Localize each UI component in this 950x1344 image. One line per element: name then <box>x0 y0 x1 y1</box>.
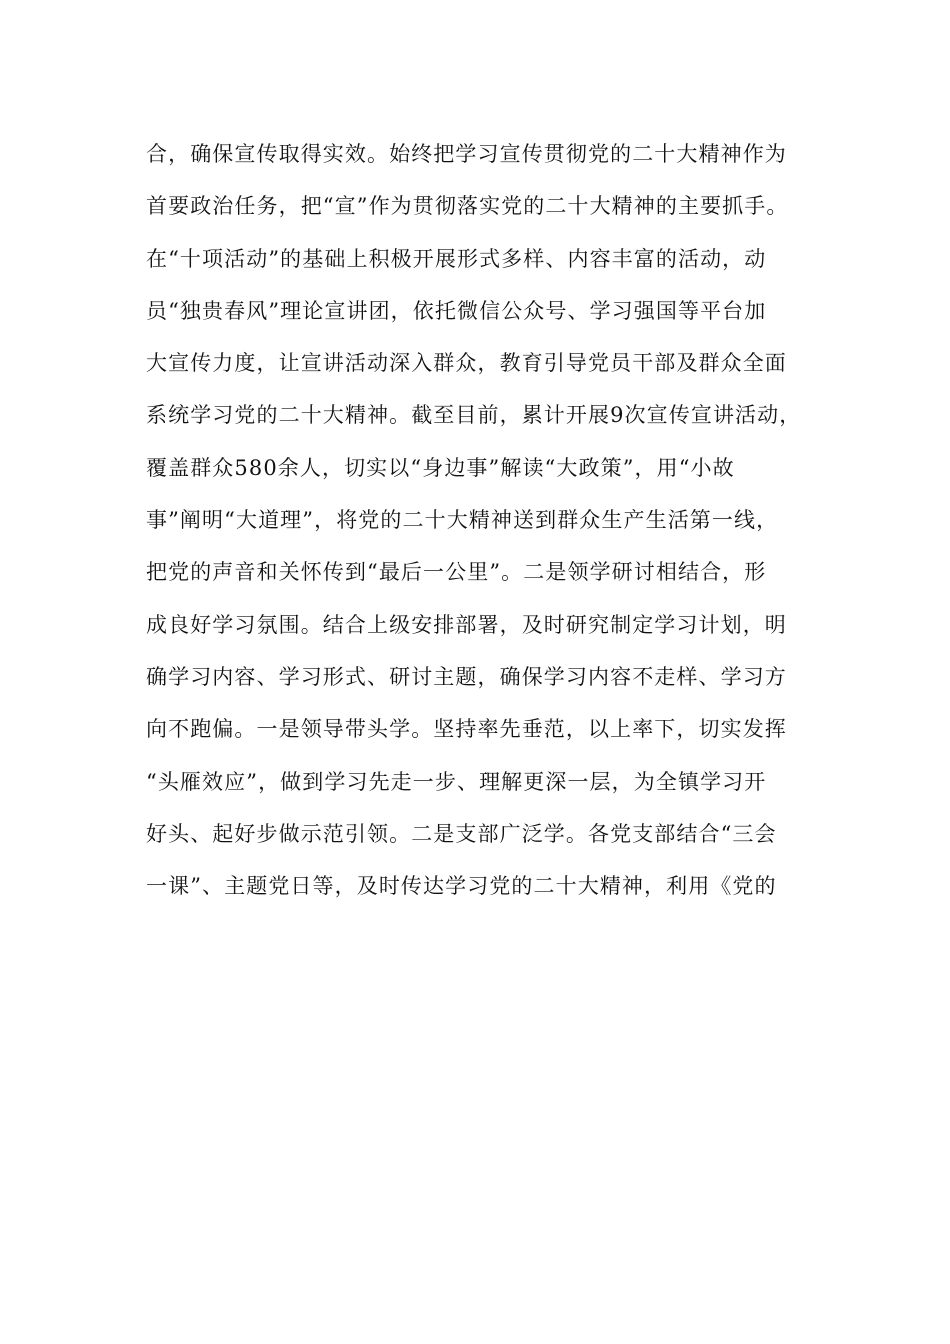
text-line: “头雁效应”，做到学习先走一步、理解更深一层，为全镇学习开 <box>146 769 767 794</box>
text-line: 首要政治任务，把“宣”作为贯彻落实党的二十大精神的主要抓手。 <box>146 194 789 219</box>
text-line: 合，确保宣传取得实效。始终把学习宣传贯彻党的二十大精神作为 <box>146 142 787 166</box>
body-text <box>146 128 826 912</box>
text-line: 向不跑偏。一是领导带头学。坚持率先垂范，以上率下，切实发挥 <box>146 717 787 742</box>
text-line: 在“十项活动”的基础上积极开展形式多样、内容丰富的活动，动 <box>146 246 767 271</box>
text-line: 好头、起好步做示范引领。二是支部广泛学。各党支部结合“三会 <box>146 821 777 846</box>
text-line: 一课”、主题党日等，及时传达学习党的二十大精神，利用《党的 <box>146 874 777 899</box>
text-line: 事”阐明“大道理”，将党的二十大精神送到群众生产生活第一线， <box>146 508 779 533</box>
text-line: 覆盖群众580余人，切实以“身边事”解读“大政策”，用“小故 <box>146 455 735 480</box>
text-line: 确学习内容、学习形式、研讨主题，确保学习内容不走样、学习方 <box>146 664 787 689</box>
text-line: 员“独贵春风”理论宣讲团，依托微信公众号、学习强国等平台加 <box>146 298 767 323</box>
text-line: 大宣传力度，让宣讲活动深入群众，教育引导党员干部及群众全面 <box>146 351 787 376</box>
text-line: 成良好学习氛围。结合上级安排部署，及时研究制定学习计划，明 <box>146 612 787 637</box>
text-line: 系统学习党的二十大精神。截至目前，累计开展9次宣传宣讲活动， <box>146 403 802 428</box>
text-line: 把党的声音和关怀传到“最后一公里”。二是领学研讨相结合，形 <box>146 560 767 585</box>
